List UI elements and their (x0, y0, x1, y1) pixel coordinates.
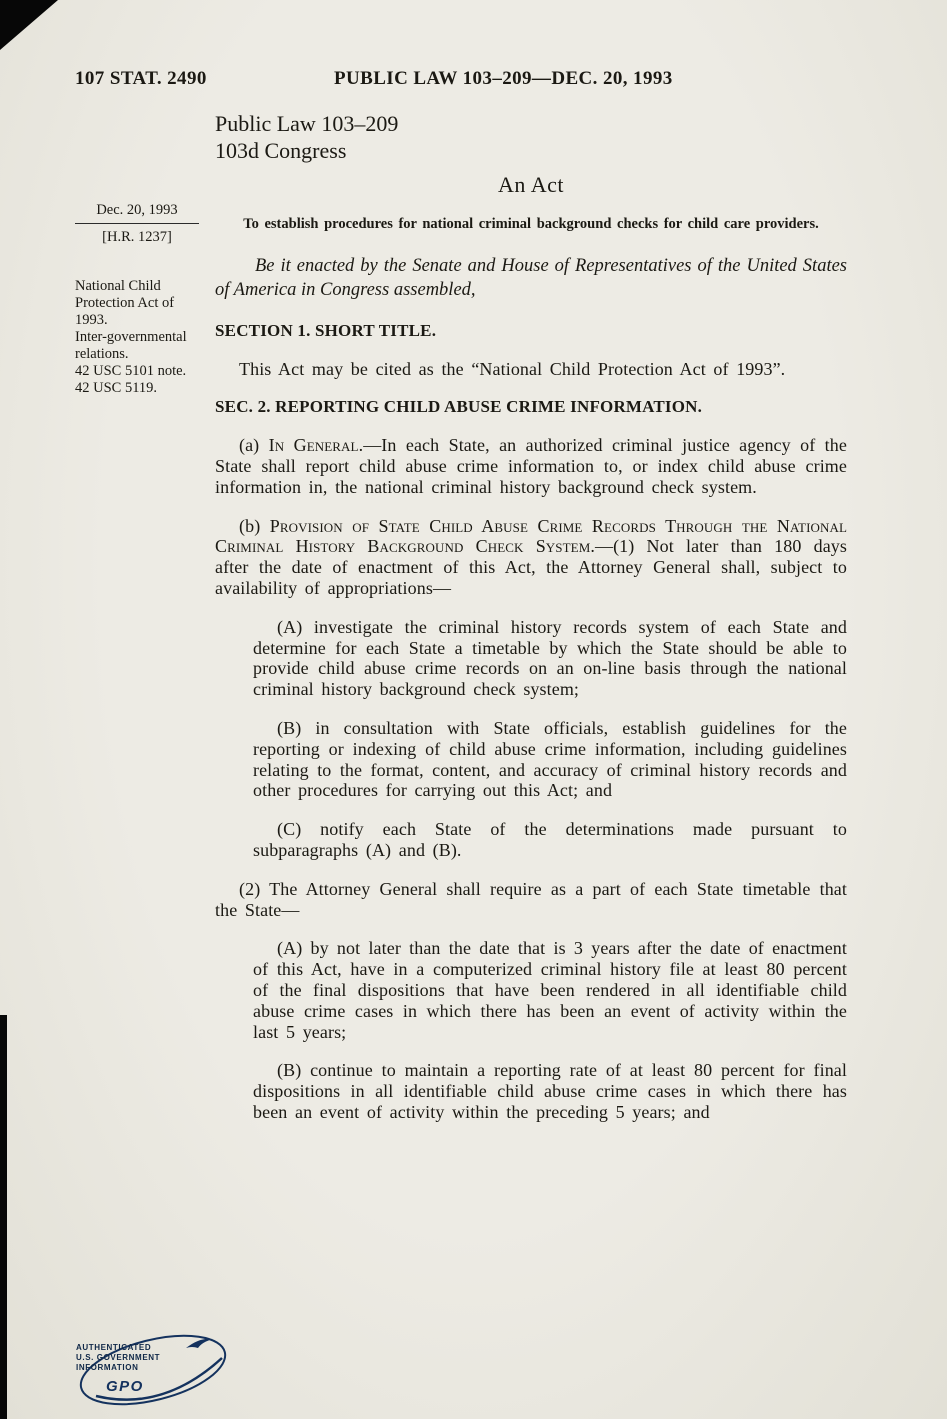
margin-note-date: Dec. 20, 1993 (75, 202, 199, 224)
running-head-law-title: PUBLIC LAW 103–209—DEC. 20, 1993 (334, 68, 673, 89)
para-b-text: —(1) Not later than 180 days after the date of enactment of this Act, the Attorney General shall, subject to availability of appropriations— (215, 536, 848, 599)
section2-para-b1-c: (C) notify each State of the determinations made pursuant to subparagraphs (A) and (B). (253, 819, 847, 861)
seal-gpo-label: GPO (106, 1378, 144, 1395)
scan-edge-artifact (0, 1015, 7, 1419)
section1-text: This Act may be cited as the “National Child Protection Act of 1993”. (239, 358, 786, 379)
statute-page-number: 107 STAT. 2490 (75, 68, 207, 89)
section2-para-b (215, 516, 847, 599)
act-heading: An Act (498, 172, 564, 197)
seal-line-information: INFORMATION (76, 1363, 139, 1372)
enacting-clause: Be it enacted by the Senate and House of Representatives of the United States of America in Congress assembled, (215, 256, 847, 300)
seal-text-block (76, 1343, 160, 1373)
seal-line-us-government: U.S. GOVERNMENT (76, 1353, 161, 1362)
main-text-column (215, 110, 847, 1141)
section1-heading: SECTION 1. SHORT TITLE. (215, 320, 437, 340)
margin-note-date-block (75, 202, 199, 246)
para-a-label: (a) (239, 435, 269, 456)
margin-note-act-citation: National Child Protection Act of 1993. (75, 278, 175, 328)
margin-note-usc-sec2: 42 USC 5119. (75, 380, 158, 396)
public-law-number: Public Law 103–209 (215, 111, 399, 136)
para-b-smallcaps-heading: Provision of State Child Abuse Crime Records Through the National Criminal History Background Check System. (215, 515, 847, 557)
section2-para-a (215, 435, 847, 497)
section2-para-b1-b: (B) in consultation with State officials, establish guidelines for the reporting or indexing of child abuse crime information, including guidelines relating to the format, content, and accuracy of criminal history records and other procedures for carrying out this Act; and (253, 718, 847, 801)
para-a-text: —In each State, an authorized criminal justice agency of the State shall report child abuse crime information to, or index child abuse crime information in, the national criminal history background check system. (215, 435, 847, 497)
scan-corner-artifact (0, 0, 58, 50)
gpo-authentication-seal (68, 1332, 233, 1414)
section2-para-b2-b: (B) continue to maintain a reporting rate of at least 80 percent for final dispositions in all identifiable child abuse crime cases in which there has been an event of activity within the preceding 5 years; and (253, 1060, 847, 1123)
para-a-smallcaps-heading: In General. (268, 435, 364, 456)
margin-note-usc-note: 42 USC 5101 note. (75, 363, 187, 379)
margin-note-bill-number: [H.R. 1237] (102, 229, 172, 245)
section2-para-b1-a: (A) investigate the criminal history records system of each State and determine for each State a timetable by which the State should be able to provide child abuse crime records on an on-line basis through the national criminal history background check system; (253, 616, 847, 700)
act-purpose: To establish procedures for national criminal background checks for child care providers. (243, 216, 819, 232)
para-b-label: (b) (239, 515, 270, 536)
margin-note-citations-block (75, 278, 199, 397)
seal-line-authenticated: AUTHENTICATED (76, 1343, 152, 1352)
margin-note-subject: Inter-governmental relations. (75, 329, 187, 362)
section2-para-b2: (2) The Attorney General shall require as a part of each State timetable that the State— (215, 878, 847, 920)
congress-label: 103d Congress (215, 138, 347, 163)
section2-para-b2-a: (A) by not later than the date that is 3 years after the date of enactment of this Act, have in a computerized criminal history file at least 80 percent of the final dispositions that have been rendered in all identifiable child abuse crime cases in which there has been an event of activity within the last 5 years; (253, 938, 847, 1042)
section2-heading: SEC. 2. REPORTING CHILD ABUSE CRIME INFORMATION. (215, 397, 703, 417)
